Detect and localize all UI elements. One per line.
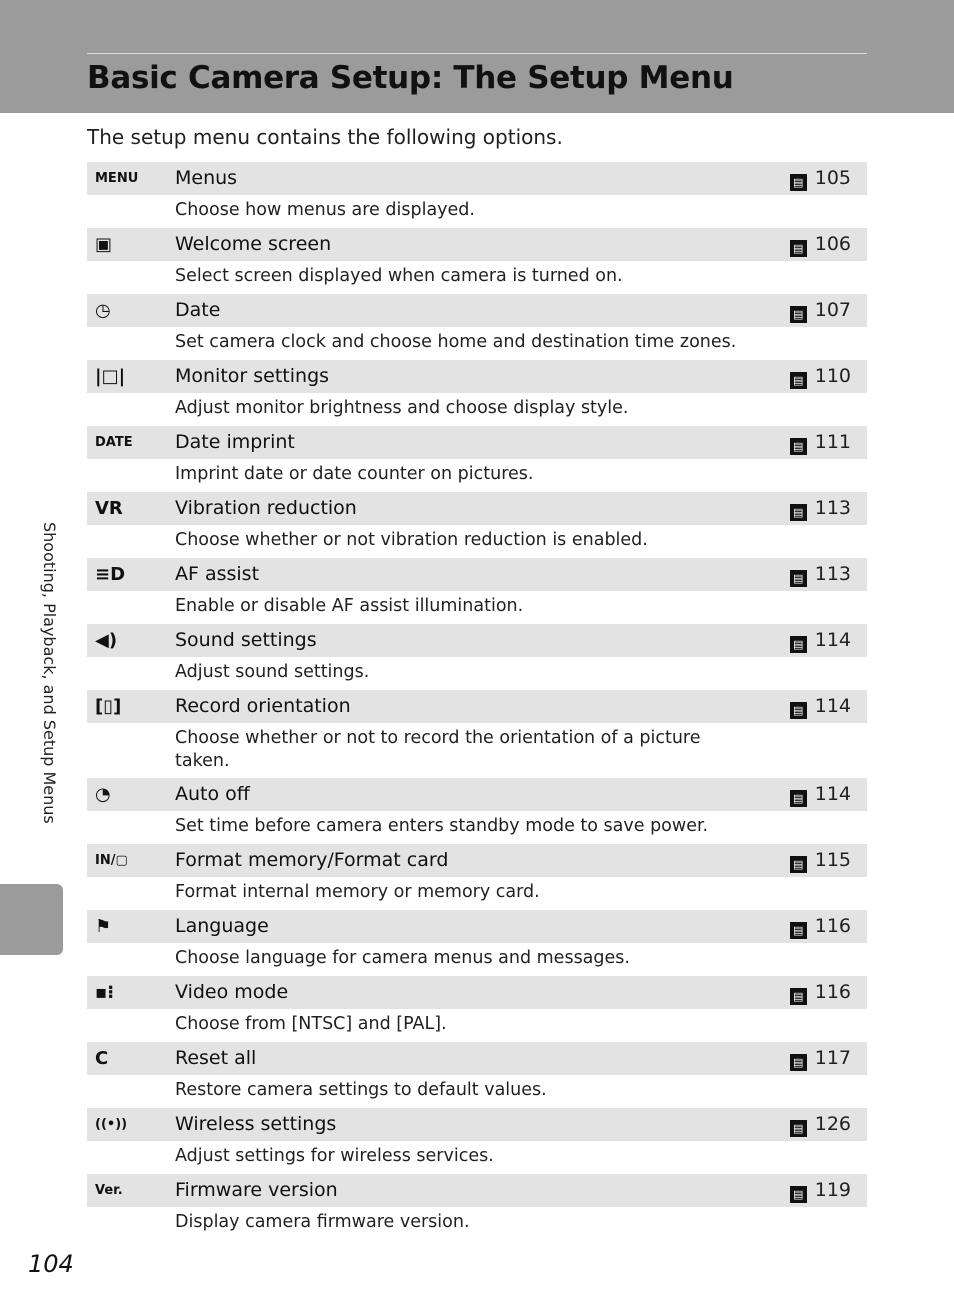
menu-item-row xyxy=(87,1174,867,1207)
book-reference-icon: ▤ xyxy=(790,1054,807,1071)
menu-item-row xyxy=(87,778,867,811)
page-reference xyxy=(790,360,851,393)
book-reference-icon: ▤ xyxy=(790,240,807,257)
header-rule xyxy=(87,53,867,54)
menu-item-label: Wireless settings xyxy=(175,1113,337,1135)
menu-item-description: Choose whether or not vibration reduction is enabled. xyxy=(87,525,867,558)
page-reference-number: 114 xyxy=(814,695,851,717)
video-mode-icon: ▪⁝ xyxy=(95,982,115,1003)
record-orientation-icon: [▯] xyxy=(95,696,122,717)
menu-item-label: Date xyxy=(175,299,221,321)
menu-item-row xyxy=(87,1042,867,1075)
menu-item-label: AF assist xyxy=(175,563,260,585)
menus-icon: MENU xyxy=(95,171,139,186)
menu-item-description: Adjust monitor brightness and choose display style. xyxy=(87,393,867,426)
page-reference-number: 107 xyxy=(814,299,851,321)
book-reference-icon: ▤ xyxy=(790,1120,807,1137)
auto-off-icon: ◔ xyxy=(95,784,111,805)
menu-item-description: Choose from [NTSC] and [PAL]. xyxy=(87,1009,867,1042)
date-imprint-icon: DATE xyxy=(95,435,133,450)
menu-item-label: Vibration reduction xyxy=(175,497,357,519)
page-reference xyxy=(790,162,851,195)
page-reference-number: 106 xyxy=(814,233,851,255)
menu-item-description: Imprint date or date counter on pictures. xyxy=(87,459,867,492)
menu-item-description: Display camera firmware version. xyxy=(87,1207,867,1240)
firmware-version-icon: Ver. xyxy=(95,1183,123,1198)
page-reference-number: 113 xyxy=(814,563,851,585)
menu-item-row xyxy=(87,910,867,943)
af-assist-icon: ≡D xyxy=(95,564,126,585)
book-reference-icon: ▤ xyxy=(790,1186,807,1203)
menu-item-row xyxy=(87,624,867,657)
menu-item-description: Choose language for camera menus and messages. xyxy=(87,943,867,976)
menu-item-label: Format memory/Format card xyxy=(175,849,449,871)
menu-item-row xyxy=(87,162,867,195)
page-reference xyxy=(790,910,851,943)
book-reference-icon: ▤ xyxy=(790,922,807,939)
menu-item-label: Monitor settings xyxy=(175,365,330,387)
menu-item-label: Record orientation xyxy=(175,695,351,717)
book-reference-icon: ▤ xyxy=(790,702,807,719)
book-reference-icon: ▤ xyxy=(790,570,807,587)
menu-item-description: Restore camera settings to default values. xyxy=(87,1075,867,1108)
menu-item-description: Set time before camera enters standby mode to save power. xyxy=(87,811,867,844)
menu-item-row xyxy=(87,1108,867,1141)
menu-item-label: Video mode xyxy=(175,981,289,1003)
page-reference xyxy=(790,976,851,1009)
menu-item-description: Adjust settings for wireless services. xyxy=(87,1141,867,1174)
menu-item-label: Welcome screen xyxy=(175,233,332,255)
menu-item-row xyxy=(87,426,867,459)
intro-text: The setup menu contains the following options. xyxy=(87,125,563,149)
menu-item-label: Auto off xyxy=(175,783,250,805)
clock-icon: ◷ xyxy=(95,300,111,321)
book-reference-icon: ▤ xyxy=(790,988,807,1005)
page-reference-number: 110 xyxy=(814,365,851,387)
page-number: 104 xyxy=(28,1250,74,1278)
menu-item-label: Date imprint xyxy=(175,431,295,453)
book-reference-icon: ▤ xyxy=(790,306,807,323)
book-reference-icon: ▤ xyxy=(790,790,807,807)
menu-item-row xyxy=(87,844,867,877)
menu-item-description: Set camera clock and choose home and destination time zones. xyxy=(87,327,867,360)
page-reference xyxy=(790,624,851,657)
page-reference xyxy=(790,294,851,327)
page-title: Basic Camera Setup: The Setup Menu xyxy=(87,60,734,96)
menu-item-row xyxy=(87,492,867,525)
menu-item-label: Menus xyxy=(175,167,238,189)
page-reference-number: 116 xyxy=(814,915,851,937)
monitor-icon: |□| xyxy=(95,366,126,387)
menu-item-row xyxy=(87,360,867,393)
speaker-icon: ◀) xyxy=(95,630,118,651)
page-reference-number: 117 xyxy=(814,1047,851,1069)
page-reference xyxy=(790,228,851,261)
book-reference-icon: ▤ xyxy=(790,636,807,653)
page-reference-number: 114 xyxy=(814,629,851,651)
page-reference xyxy=(790,426,851,459)
menu-item-row xyxy=(87,690,867,723)
vibration-reduction-icon: VR xyxy=(95,498,123,519)
menu-item-description: Choose how menus are displayed. xyxy=(87,195,867,228)
menu-item-label: Language xyxy=(175,915,269,937)
menu-item-description: Enable or disable AF assist illumination. xyxy=(87,591,867,624)
page-reference-number: 119 xyxy=(814,1179,851,1201)
page-reference xyxy=(790,844,851,877)
page-reference xyxy=(790,778,851,811)
wireless-icon: ((•)) xyxy=(95,1117,128,1132)
menu-item-description: Format internal memory or memory card. xyxy=(87,877,867,910)
page-reference xyxy=(790,1108,851,1141)
side-tab-label-wrap xyxy=(36,522,60,868)
menu-item-label: Reset all xyxy=(175,1047,257,1069)
page-reference-number: 105 xyxy=(814,167,851,189)
page-reference-number: 114 xyxy=(814,783,851,805)
page-reference xyxy=(790,690,851,723)
page-reference-number: 115 xyxy=(814,849,851,871)
book-reference-icon: ▤ xyxy=(790,438,807,455)
menu-item-row xyxy=(87,294,867,327)
menu-item-row xyxy=(87,558,867,591)
page-reference-number: 126 xyxy=(814,1113,851,1135)
page-reference-number: 116 xyxy=(814,981,851,1003)
page-reference-number: 111 xyxy=(814,431,851,453)
format-memory-icon: IN/▢ xyxy=(95,853,128,868)
menu-item-description: Choose whether or not to record the orientation of a picture taken. xyxy=(87,723,867,778)
welcome-screen-icon: ▣ xyxy=(95,234,113,255)
page-reference xyxy=(790,558,851,591)
menu-item-row xyxy=(87,976,867,1009)
page-reference xyxy=(790,1042,851,1075)
page-header xyxy=(0,0,954,113)
book-reference-icon: ▤ xyxy=(790,504,807,521)
book-reference-icon: ▤ xyxy=(790,856,807,873)
page-reference xyxy=(790,1174,851,1207)
page-reference xyxy=(790,492,851,525)
menu-item-description: Adjust sound settings. xyxy=(87,657,867,690)
language-icon: ⚑ xyxy=(95,916,112,937)
book-reference-icon: ▤ xyxy=(790,372,807,389)
side-tab-marker xyxy=(0,884,63,955)
setup-menu-table xyxy=(87,162,867,1240)
reset-icon: C xyxy=(95,1048,109,1069)
book-reference-icon: ▤ xyxy=(790,174,807,191)
page-reference-number: 113 xyxy=(814,497,851,519)
menu-item-label: Firmware version xyxy=(175,1179,338,1201)
side-tab-label: Shooting, Playback, and Setup Menus xyxy=(40,522,59,824)
menu-item-row xyxy=(87,228,867,261)
menu-item-label: Sound settings xyxy=(175,629,317,651)
menu-item-description: Select screen displayed when camera is turned on. xyxy=(87,261,867,294)
